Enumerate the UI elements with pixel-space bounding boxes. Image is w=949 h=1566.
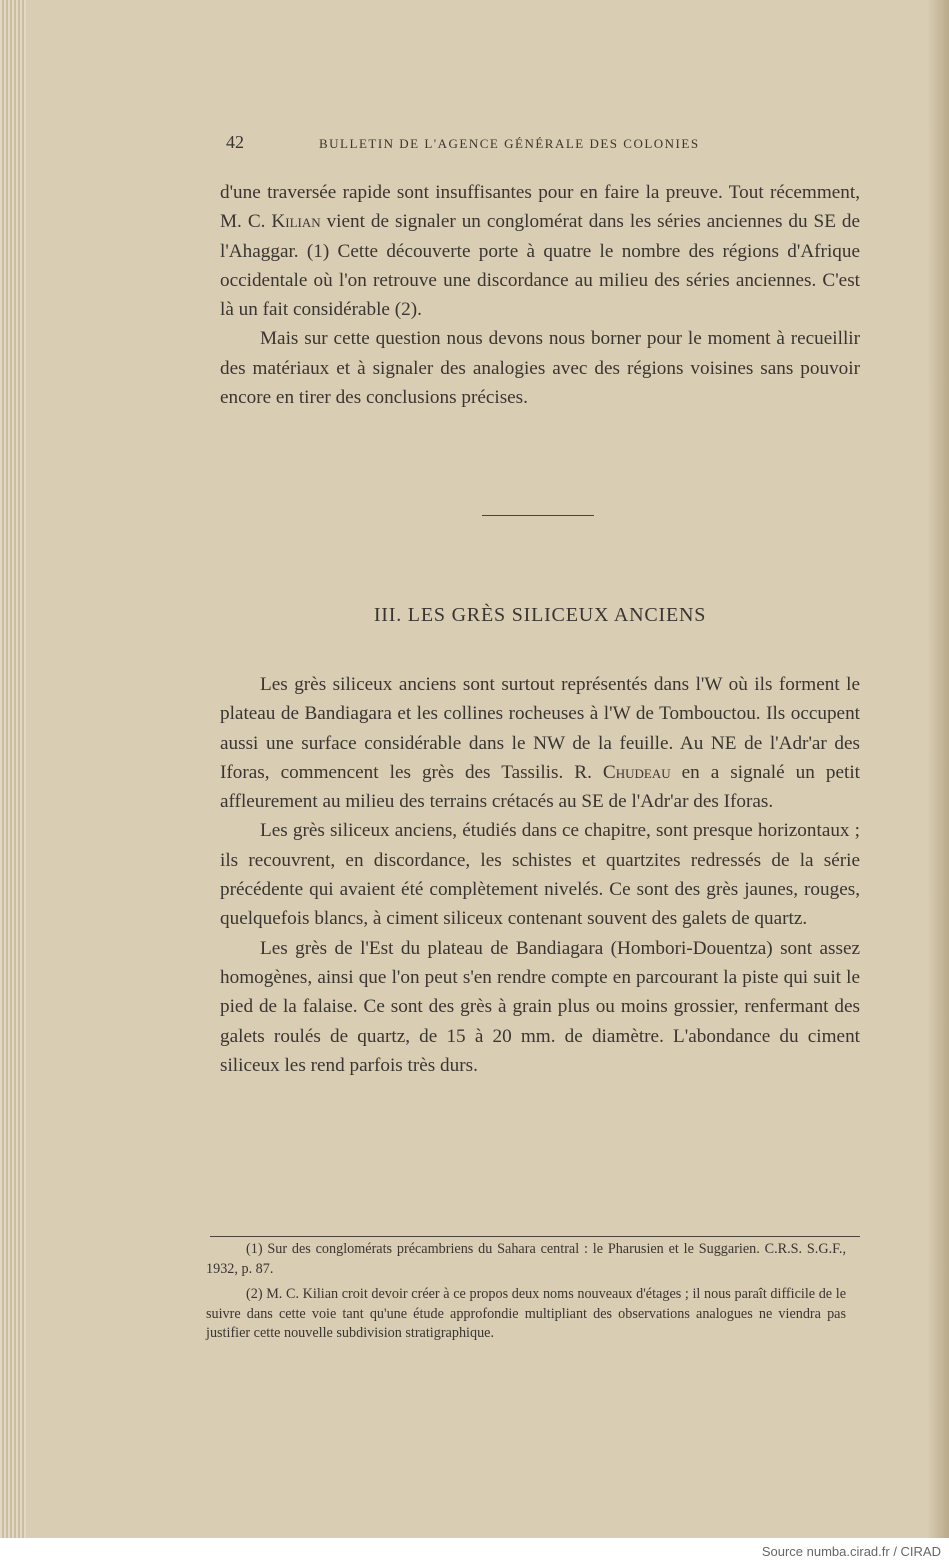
running-title: BULLETIN DE L'AGENCE GÉNÉRALE DES COLONIES bbox=[319, 136, 700, 151]
paragraph: Les grès de l'Est du plateau de Bandiagara (Hombori-Douentza) sont assez homogènes, ainsi que l'on peut s'en rendre compte en parcourant la piste qui suit le pied de la falaise. Ce sont des grès à grain plus ou moins grossier, renfermant des galets roulés de quartz, de 15 à 20 mm. de diamètre. L'abondance du ciment siliceux les rend parfois très durs. bbox=[220, 937, 860, 1076]
author-name: Kilian bbox=[271, 211, 321, 233]
text-block-section bbox=[220, 670, 860, 1080]
paragraph: d'une traversée rapide sont insuffisantes pour en faire la preuve. Tout récemment, M. C. Kilian vient de signaler un conglomérat dans les séries anciennes du SE de l'Ahaggar. (1) Cette découverte porte à quatre le nombre des régions d'Afrique occidentale où l'on retrouve une discordance au milieu des séries anciennes. C'est là un fait considérable (2). bbox=[220, 182, 861, 321]
source-credit: Source numba.cirad.fr / CIRAD bbox=[761, 1544, 941, 1559]
section-heading: III. LES GRÈS SILICEUX ANCIENS bbox=[373, 604, 707, 626]
footnote-1: (1) Sur des conglomérats précambriens du Sahara central : le Pharusien et le Suggarien. C.R.S. S.G.F., 1932, p. 87. bbox=[206, 1241, 846, 1277]
author-name: Chudeau bbox=[602, 761, 671, 783]
page-fold-shadow bbox=[927, 0, 949, 1538]
text-block-top bbox=[220, 178, 860, 412]
paragraph: Les grès siliceux anciens, étudiés dans ce chapitre, sont presque horizontaux ; ils recouvrent, en discordance, les schistes et quartzites redressés de la série précédente qui avaient été complètement nivelés. Ce sont des grès jaunes, rouges, quelquefois blancs, à ciment siliceux contenant souvent des galets de quartz. bbox=[220, 820, 860, 930]
page-number: 42 bbox=[226, 132, 244, 152]
section-divider bbox=[482, 515, 594, 516]
footnote-rule bbox=[210, 1236, 860, 1237]
paragraph: Les grès siliceux anciens sont surtout représentés dans l'W où ils forment le plateau de Bandiagara et les collines rocheuses à l'W de Tombouctou. Ils occupent aussi une surface considérable dans le NW de la feuille. Au NE de l'Adr'ar des Iforas, commencent les grès des Tassilis. R. Chudeau en a signalé un petit affleurement au milieu des terrains crétacés au SE de l'Adr'ar des Iforas. bbox=[220, 674, 860, 813]
paragraph: Mais sur cette question nous devons nous borner pour le moment à recueillir des matériaux et à signaler des analogies avec des régions voisines sans pouvoir encore en tirer des conclusions précises. bbox=[220, 328, 860, 409]
stacked-page-edges bbox=[0, 0, 26, 1538]
footnote-2: (2) M. C. Kilian croit devoir créer à ce propos deux noms nouveaux d'étages ; il nous paraît difficile de le suivre dans cette voie tant qu'une étude approfondie multipliant des observations analogues ne viendra pas justifier cette nouvelle subdivision stratigraphique. bbox=[206, 1286, 846, 1342]
page-header bbox=[226, 132, 771, 156]
footnotes bbox=[206, 1240, 846, 1344]
